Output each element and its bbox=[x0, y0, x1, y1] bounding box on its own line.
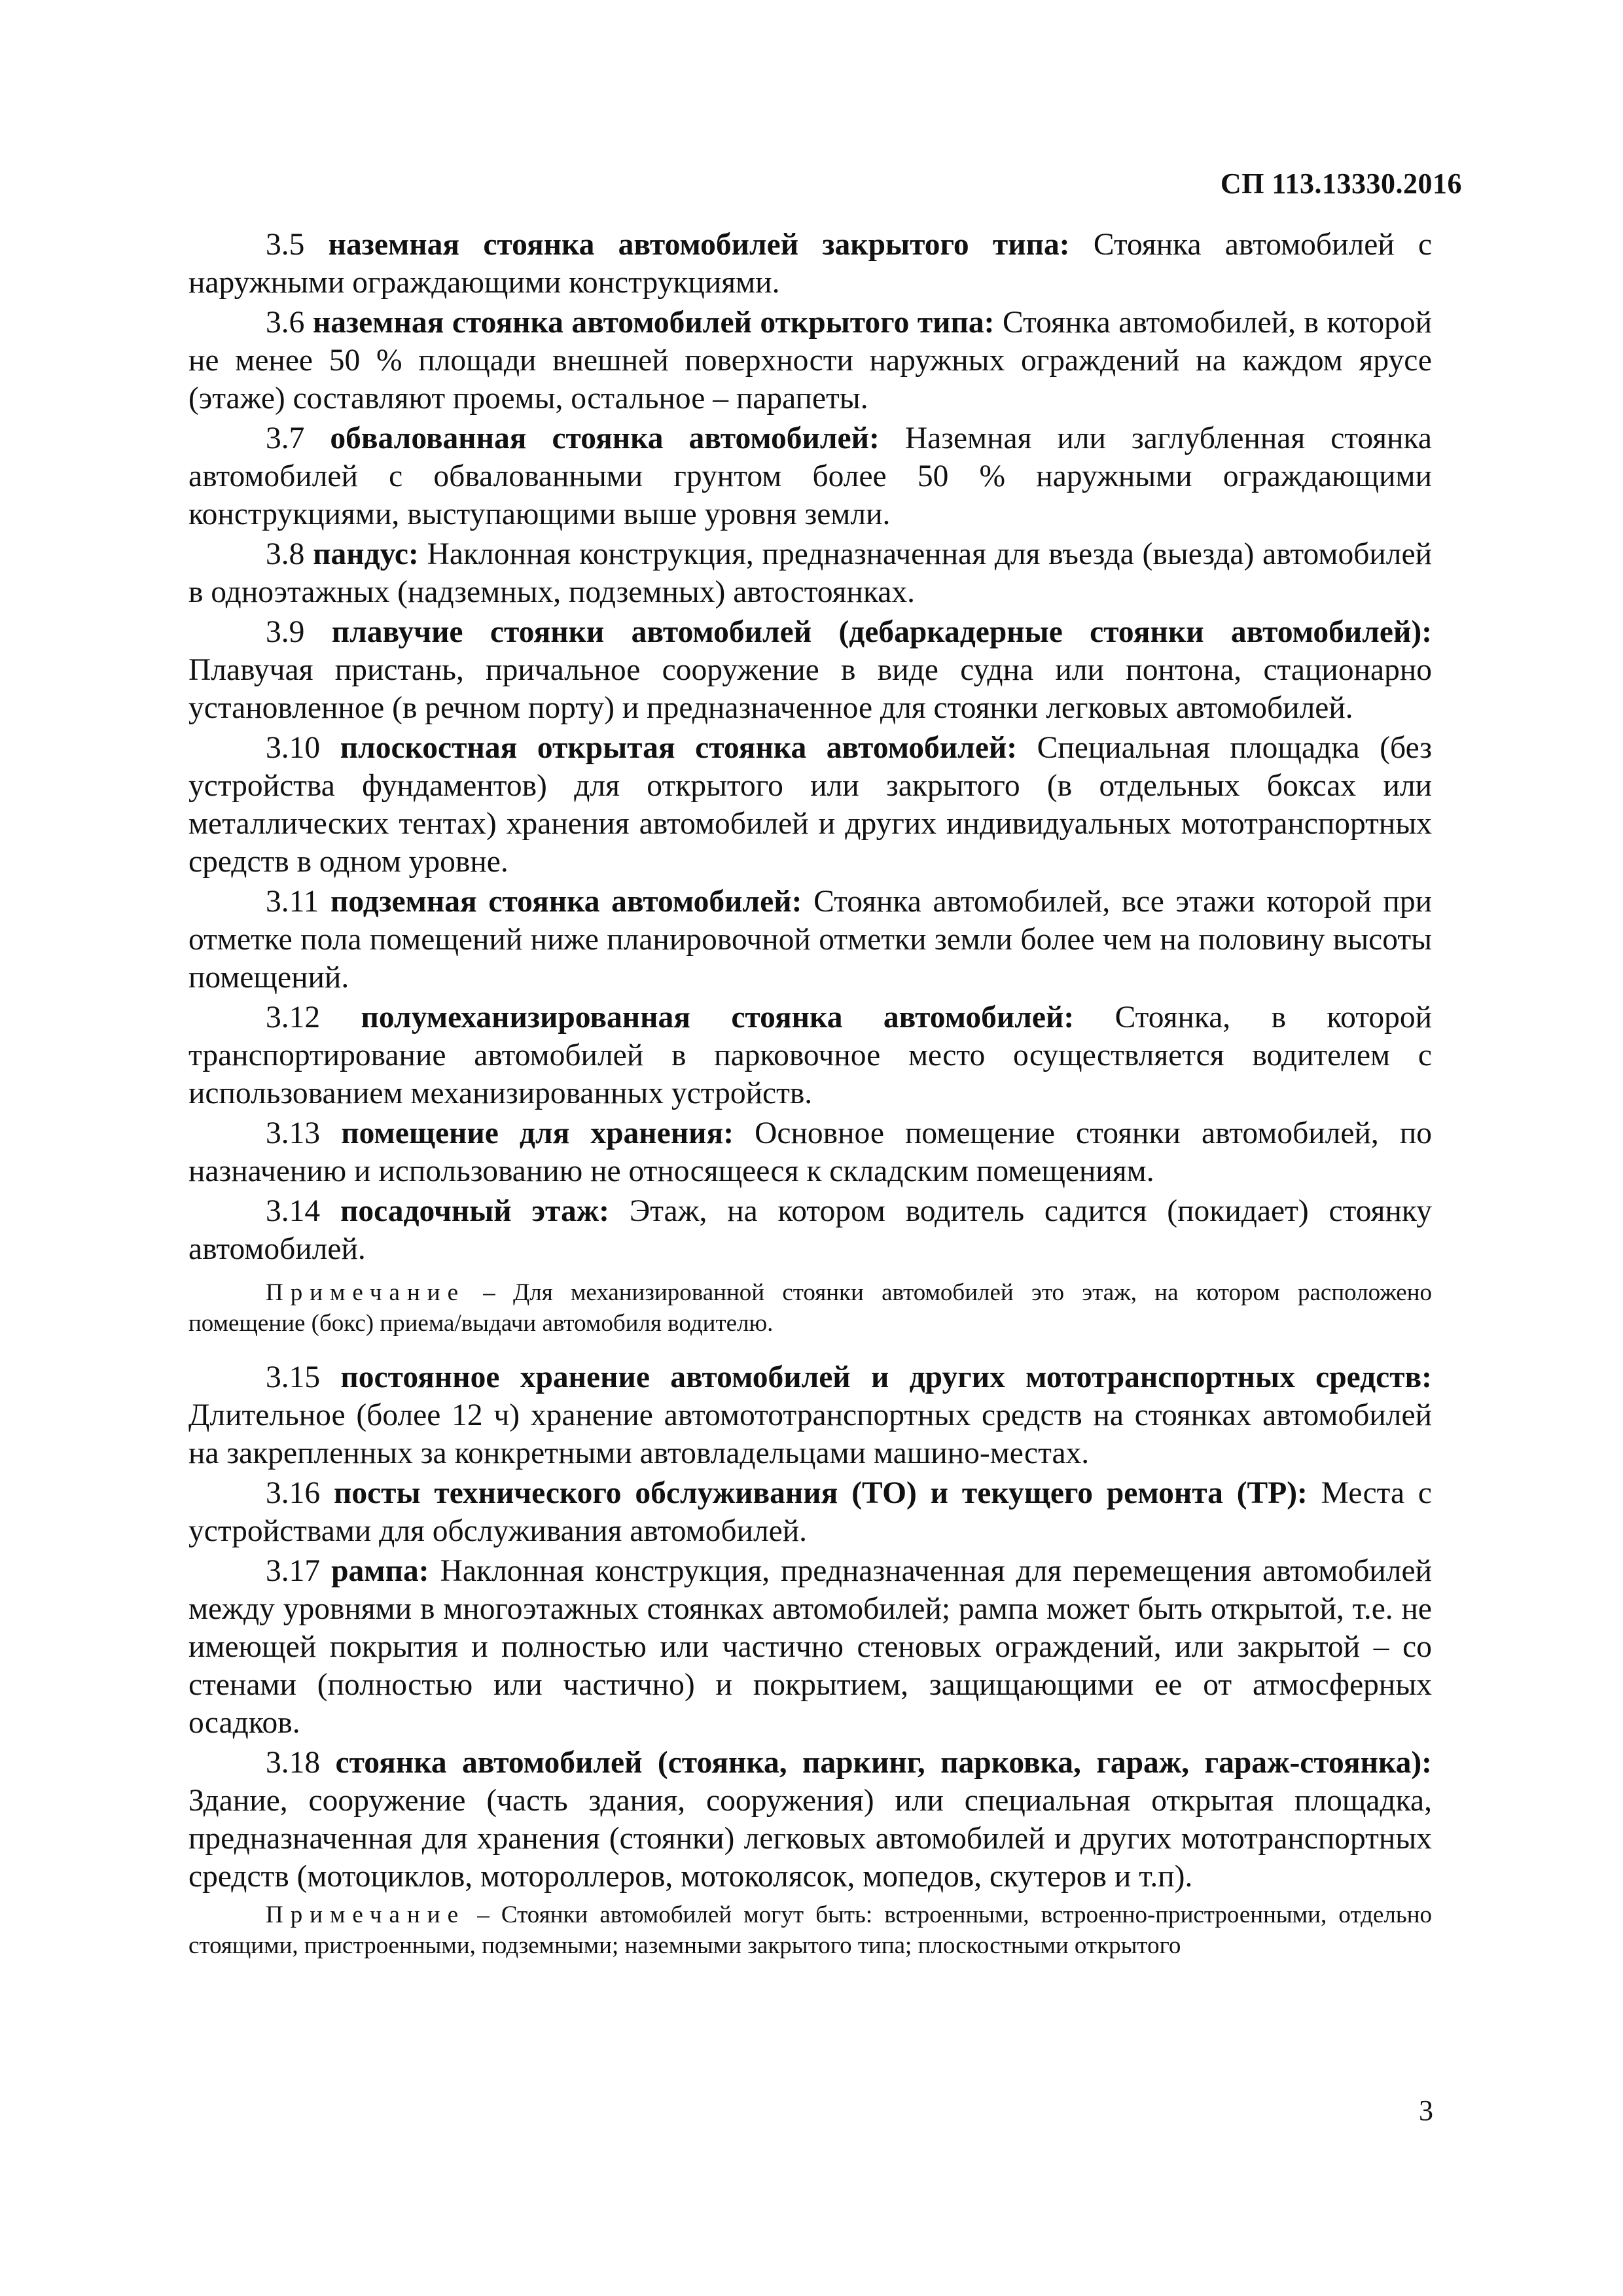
definition-text: Стоянка автомобилей, в которой не менее 50 % площади внешней поверхности наружных ограждений на каждом ярусе (этаже) составляют проемы, остальное – парапеты. bbox=[188, 306, 1433, 415]
note-landing-floor bbox=[188, 1277, 1432, 1339]
definition-number: 3.10 bbox=[266, 731, 321, 765]
definition-term: плоскостная открытая стоянка автомобилей: bbox=[340, 731, 1018, 765]
definition-3-9 bbox=[188, 613, 1432, 727]
definition-3-5 bbox=[188, 226, 1432, 302]
definition-3-16 bbox=[188, 1474, 1432, 1550]
definition-3-14 bbox=[188, 1192, 1432, 1268]
definition-number: 3.13 bbox=[266, 1116, 321, 1150]
definition-number: 3.6 bbox=[266, 306, 305, 340]
definition-term: наземная стоянка автомобилей открытого типа: bbox=[312, 306, 995, 340]
definition-term: плавучие стоянки автомобилей (дебаркадерные стоянки автомобилей): bbox=[331, 615, 1433, 649]
definition-number: 3.17 bbox=[266, 1554, 321, 1588]
definition-number: 3.9 bbox=[266, 615, 305, 649]
definition-text: Длительное (более 12 ч) хранение автомототранспортных средств на стоянках автомобилей на закрепленных за конкретными автовладельцами машино-местах. bbox=[188, 1398, 1432, 1470]
definition-number: 3.11 bbox=[266, 885, 319, 919]
definition-term: посты технического обслуживания (ТО) и текущего ремонта (ТР): bbox=[333, 1476, 1308, 1510]
definition-text: Места с устройствами для обслуживания автомобилей. bbox=[188, 1476, 1433, 1548]
definition-number: 3.15 bbox=[266, 1360, 321, 1394]
definition-number: 3.12 bbox=[266, 1000, 321, 1034]
definition-number: 3.5 bbox=[266, 228, 305, 262]
definition-3-17 bbox=[188, 1552, 1432, 1742]
definition-3-11 bbox=[188, 883, 1432, 997]
definition-text: Наклонная конструкция, предназначенная для въезда (выезда) автомобилей в одноэтажных (надземных, подземных) автостоянках. bbox=[188, 537, 1432, 609]
definition-term: наземная стоянка автомобилей закрытого типа: bbox=[328, 228, 1070, 262]
definition-text: Основное помещение стоянки автомобилей, по назначению и использованию не относящееся к складским помещениям. bbox=[188, 1116, 1432, 1188]
definition-text: Наклонная конструкция, предназначенная для перемещения автомобилей между уровнями в многоэтажных стоянках автомобилей; рампа может быть открытой, т.е. не имеющей покрытия и полностью или частично стеновых ограждений, или закрытой – со стенами (полностью или частично) и покрытием, защищающими ее от атмосферных осадков. bbox=[188, 1554, 1433, 1740]
definition-text: Стоянка автомобилей с наружными ограждающими конструкциями. bbox=[188, 228, 1433, 300]
note-text: – Стоянки автомобилей могут быть: встроенными, встроенно-пристроенными, отдельно стоящими, пристроенными, подземными; наземными закрытого типа; плоскостными открытого bbox=[188, 1901, 1433, 1959]
definition-3-18 bbox=[188, 1744, 1432, 1896]
definition-term: посадочный этаж: bbox=[340, 1194, 609, 1228]
definition-number: 3.18 bbox=[266, 1746, 321, 1780]
definition-term: помещение для хранения: bbox=[341, 1116, 734, 1150]
definition-3-7 bbox=[188, 419, 1432, 533]
definition-term: рампа: bbox=[331, 1554, 429, 1588]
definition-3-12 bbox=[188, 998, 1432, 1112]
definition-text: Наземная или заглубленная стоянка автомобилей с обвалованными грунтом более 50 % наружными ограждающими конструкциями, выступающими выше уровня земли. bbox=[188, 421, 1432, 531]
definition-text: Стоянка, в которой транспортирование автомобилей в парковочное место осуществляется водителем с использованием механизированных устройств. bbox=[188, 1000, 1433, 1110]
definition-text: Специальная площадка (без устройства фундаментов) для открытого или закрытого (в отдельных боксах или металлических тентах) хранения автомобилей и других индивидуальных мототранспортных средств в одном уровне. bbox=[188, 731, 1432, 879]
note-parking-types bbox=[188, 1899, 1432, 1961]
definition-text: Плавучая пристань, причальное сооружение в виде судна или понтона, стационарно установленное (в речном порту) и предназначенное для стоянки легковых автомобилей. bbox=[188, 653, 1432, 725]
definition-term: обвалованная стоянка автомобилей: bbox=[330, 421, 880, 455]
definition-number: 3.16 bbox=[266, 1476, 321, 1510]
definition-term: постоянное хранение автомобилей и других мототранспортных средств: bbox=[340, 1360, 1432, 1394]
definition-3-8 bbox=[188, 535, 1432, 611]
definition-3-10 bbox=[188, 729, 1432, 881]
definition-text: Здание, сооружение (часть здания, сооружения) или специальная открытая площадка, предназначенная для хранения (стоянки) легковых автомобилей и других мототранспортных средств (мотоциклов, мотороллеров, мотоколясок, мопедов, скутеров и т.п). bbox=[188, 1784, 1432, 1894]
definition-number: 3.8 bbox=[266, 537, 305, 571]
definition-term: пандус: bbox=[313, 537, 419, 571]
definition-term: подземная стоянка автомобилей: bbox=[330, 885, 802, 919]
page-number: 3 bbox=[1419, 2094, 1433, 2127]
definition-3-15 bbox=[188, 1358, 1432, 1472]
document-code-header: СП 113.13330.2016 bbox=[1220, 168, 1462, 200]
note-label: Примечание bbox=[266, 1901, 465, 1928]
definition-3-13 bbox=[188, 1114, 1432, 1190]
definition-term: полумеханизированная стоянка автомобилей: bbox=[361, 1000, 1075, 1034]
definition-text: Стоянка автомобилей, все этажи которой при отметке пола помещений ниже планировочной отметки земли более чем на половину высоты помещений. bbox=[188, 885, 1433, 995]
definition-3-6 bbox=[188, 304, 1432, 417]
note-label: Примечание bbox=[266, 1279, 465, 1306]
definition-number: 3.14 bbox=[266, 1194, 321, 1228]
definition-number: 3.7 bbox=[266, 421, 305, 455]
definition-text: Этаж, на котором водитель садится (покидает) стоянку автомобилей. bbox=[188, 1194, 1433, 1266]
note-text: – Для механизированной стоянки автомобилей это этаж, на котором расположено помещение (бокс) приема/выдачи автомобиля водителю. bbox=[188, 1279, 1432, 1337]
definition-term: стоянка автомобилей (стоянка, паркинг, парковка, гараж, гараж-стоянка): bbox=[335, 1746, 1432, 1780]
definitions-body bbox=[188, 226, 1432, 1981]
